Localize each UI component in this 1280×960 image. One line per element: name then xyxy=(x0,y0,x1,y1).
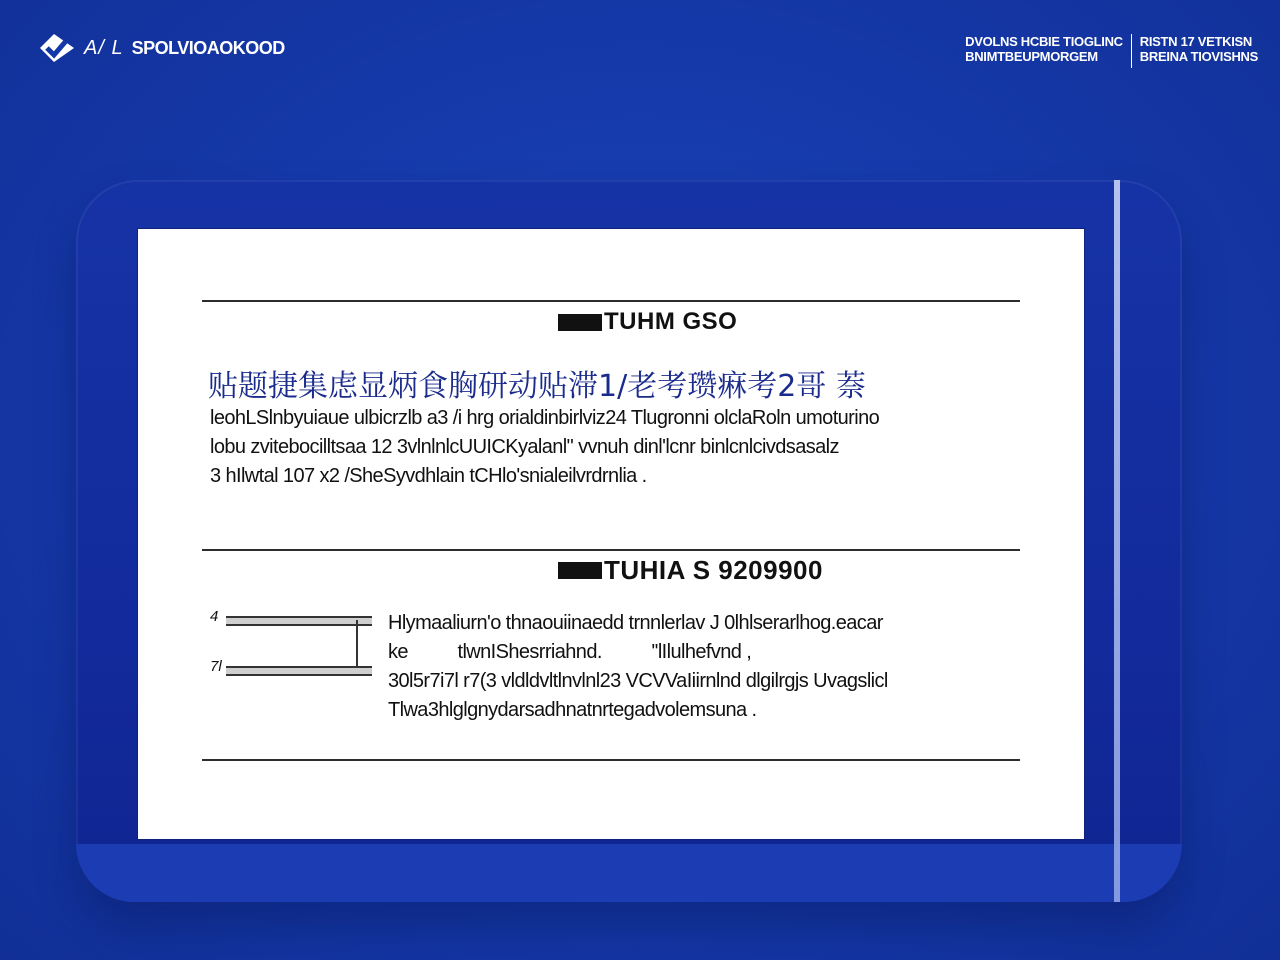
check-logo-icon xyxy=(36,30,78,66)
brand-logo[interactable] xyxy=(36,30,285,66)
paragraph-line: Hlymaaliurn'o thnaouiinaedd trnnlerlav J 0lhlserarlhog.eacar xyxy=(388,612,883,634)
diagram-bar-top xyxy=(226,616,372,626)
header-info-block-2 xyxy=(1140,34,1258,64)
document-screen xyxy=(138,229,1084,839)
paragraph-line: leohLSlnbyuiaue ulbicrzlb a3 /i hrg orialdinbirlviz24 Tlugronni olclaRoln umoturino xyxy=(210,407,880,429)
section-1-title: TUHM GSO xyxy=(604,308,738,335)
brand-name: SPOLVIOAOKOOD xyxy=(131,37,285,58)
heading-marker xyxy=(558,562,602,579)
divider-rule xyxy=(202,759,1020,761)
paragraph-line: 30l5r7i7l r7(3 vldldvltlnvlnl23 VCVVaIiirnlnd dlgilrgjs Uvagslicl xyxy=(388,670,888,692)
tablet-side-edge xyxy=(1114,180,1120,902)
diagram-connector xyxy=(356,620,358,666)
paragraph-line: 3 hIlwtal 107 x2 /SheSyvdhlain tCHlo'snialeilvrdrnlia . xyxy=(210,465,647,487)
paragraph-line: lobu zvitebocilltsaa 12 3vlnlnlcUUICKyalanl" vvnuh dinl'lcnr binlcnlcivdsasalz xyxy=(210,436,839,458)
heading-marker xyxy=(558,314,602,331)
header-divider xyxy=(1131,34,1132,68)
header-info xyxy=(965,34,1258,68)
paragraph-line: ke tlwnIShesrriahnd. ''lIlulhefvnd , xyxy=(388,641,752,663)
header-info-line: BNIMTBEUPMORGEM xyxy=(965,49,1098,64)
paragraph-line: Tlwa3hlglgnydarsadhnatnrtegadvolemsuna . xyxy=(388,699,757,721)
divider-rule xyxy=(202,300,1020,302)
brand-mark: A/ L xyxy=(84,36,124,59)
header-info-line: BREINA TIOVISHNS xyxy=(1139,49,1258,64)
section-2-heading xyxy=(558,555,823,586)
header-info-block-1 xyxy=(965,34,1123,64)
bracket-diagram xyxy=(210,608,370,680)
chinese-headline: 贴题捷集虑显炳食胸研动贴滞1/老考瓒痳考2哥 萘 xyxy=(208,369,866,404)
diagram-bar-bottom xyxy=(226,666,372,676)
section-2-paragraph xyxy=(388,609,888,725)
diagram-mark-top: 4 xyxy=(210,608,219,625)
divider-rule xyxy=(202,549,1020,551)
header-info-line: DVOLNS HCBIE TIOGLINC xyxy=(965,34,1123,49)
tablet-bezel-bottom xyxy=(76,844,1182,902)
section-1-paragraph xyxy=(210,404,879,491)
diagram-mark-bottom: 7l xyxy=(210,658,222,675)
section-1-heading xyxy=(558,308,737,336)
section-2-title: TUHIA S 9209900 xyxy=(604,555,823,585)
top-bar xyxy=(0,0,1280,90)
header-info-line: RISTN 17 VETKISN xyxy=(1139,34,1252,49)
